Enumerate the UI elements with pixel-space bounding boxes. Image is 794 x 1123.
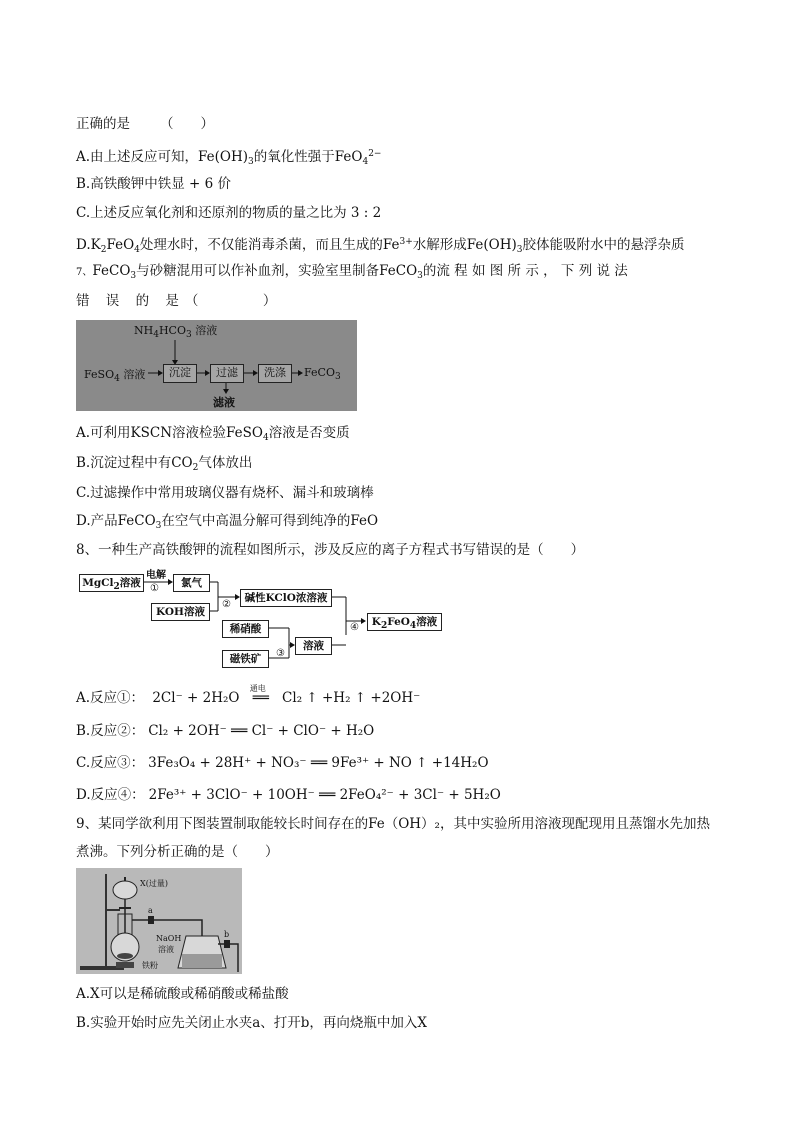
q8-flow-mgcl2: MgCl$_2$溶液 [79,574,144,592]
q6-d-text3: 处理水时，不仅能消毒杀菌，而且生成的Fe [139,237,400,253]
q8-flow-step1: ① [150,583,159,594]
q6-d-text2: FeO [106,237,135,253]
q7-d-text1: D.产品FeCO [76,513,156,529]
q7-flow-nh4hco3: $NH_4HCO_3$ 溶液 [134,324,218,340]
q7-flow-nh4hco3-1: NH [134,324,154,337]
q6-stem-text: 正确的是 [76,116,130,132]
q8-a-eq1: 2Cl⁻ + 2H₂O [152,690,240,706]
q8-d-label: D.反应④： [76,787,145,803]
q8-flow-chlorine: 氯气 [173,574,210,592]
q7-flow-feso4-2: 溶液 [119,368,146,381]
q8-option-d [76,786,501,804]
q9-fig-a-label: a [148,906,153,915]
q7-stem-2: 与砂糖混用可以作补血剂，实验室里制备FeCO [136,263,418,279]
q8-flow-step2: ② [222,599,231,610]
q8-c-eq: 3Fe₃O₄ + 28H⁺ + NO₃⁻ ══ 9Fe³⁺ + NO ↑ +14H₂O [148,755,489,771]
q6-option-a: A.由上述反应可知，$Fe(OH)_3$的氧化性强于FeO$_4^{2-}$ [76,149,382,167]
q9-apparatus-figure [76,868,242,974]
q7-flow-precipitate: 沉淀 [163,364,197,383]
q7-number: 7、 [76,267,93,278]
q8-d-eq: 2Fe³⁺ + 3ClO⁻ + 10OH⁻ ══ 2FeO₄²⁻ + 3Cl⁻ + 5H₂O [148,787,501,803]
q8-flow-step4: ④ [350,622,359,633]
q8-flow-step3: ③ [276,648,285,659]
q9-fig-naoh-label-2: 溶液 [158,945,174,954]
q8-flow-solution: 溶液 [295,637,332,655]
q7-flow-filter: 过滤 [210,364,244,383]
q6-d-text5: 胶体能吸附水中的悬浮杂质 [522,237,685,253]
q7-flow-wash: 洗涤 [258,364,292,383]
q8-flow-mgcl2-2: 溶液 [119,577,141,589]
q8-a-arrow: 通电 ══ [244,689,278,707]
q9-stem-line1: 9、某同学欲利用下图装置制取能较长时间存在的Fe（OH）₂，其中实验所用溶液现配现用且蒸馏水先加热 [76,816,710,832]
q8-flow-figure [76,568,446,672]
q7-flow-feso4-1: FeSO [84,368,115,381]
q7-flow-nh4hco3-3: 溶液 [191,324,218,337]
q8-a-condition: 通电 [249,684,266,693]
q7-flow-feco3-1: FeCO [304,366,335,379]
q8-option-a [76,684,421,707]
q8-flow-product: $K_2FeO_4$溶液 [367,613,442,631]
q7-b-text2: 气体放出 [198,455,253,471]
q6-answer-paren: （ ） [160,116,214,132]
q6-option-b: B.高铁酸钾中铁显 + 6 价 [76,176,231,192]
q7-stem-line2: 错 误 的 是（ ） [76,293,283,309]
q8-stem: 8、一种生产高铁酸钾的流程如图所示，涉及反应的离子方程式书写错误的是（ ） [76,542,585,558]
q9-option-a: A.X可以是稀硫酸或稀硝酸或稀盐酸 [76,986,289,1002]
q9-fig-x-label: X(过量) [140,879,168,888]
q7-flow-nh4hco3-2: HCO [158,324,186,337]
q8-option-c [76,754,489,772]
q6-stem [76,115,214,133]
q7-option-a: A.可利用KSCN溶液检验FeSO$_4$溶液是否变质 [76,425,350,443]
q9-fig-b-label: b [224,930,230,939]
q9-fig-iron-label: 铁粉 [142,961,158,970]
q8-flow-product-1: K [371,616,381,628]
q7-flow-filtrate: 滤液 [213,396,235,409]
q7-d-text2: 在空气中高温分解可得到纯净的FeO [161,513,379,529]
q8-flow-hno3: 稀硝酸 [222,620,269,638]
q9-option-b: B.实验开始时应先关闭止水夹a、打开b，再向烧瓶中加入X [76,1015,428,1031]
q8-flow-koh: KOH溶液 [151,603,210,621]
q7-b-text1: B.沉淀过程中有CO [76,455,193,471]
q7-a-text1: A.可利用KSCN溶液检验FeSO [76,425,263,441]
q7-option-b: B.沉淀过程中有$CO_2$气体放出 [76,455,253,473]
q7-a-text2: 溶液是否变质 [268,425,350,441]
q7-flow-feso4: FeSO$_4$ 溶液 [84,368,146,384]
q6-option-d: $D.K_2FeO_4$处理水时，不仅能消毒杀菌，而且生成的$Fe^{3+}$水解形成$Fe(OH)_3$胶体能吸附水中的悬浮杂质 [76,237,685,255]
q8-b-label: B.反应②： [76,723,145,739]
q8-flow-mgcl2-1: MgCl [82,577,114,589]
q6-a-text2: 的氧化性强于FeO [253,149,363,165]
q8-flow-electrolysis: 电解 [146,570,166,581]
q8-flow-magnetite: 磁铁矿 [222,650,269,668]
q7-option-d: D.产品FeCO$_3$在空气中高温分解可得到纯净的FeO [76,513,379,531]
q6-d-text1: D.K [76,237,101,253]
q8-c-label: C.反应③： [76,755,145,771]
q6-a-text1: A.由上述反应可知，Fe(OH) [76,149,249,165]
q8-a-label: A.反应①： [76,690,145,706]
q9-stem-line2: 煮沸。下列分析正确的是（ ） [76,844,279,860]
q7-stem-1: FeCO [92,263,131,279]
q6-option-c: C.上述反应氧化剂和还原剂的物质的量之比为 3 : 2 [76,205,382,221]
q7-flow-figure [76,320,357,411]
q8-flow-kclo: 碱性KClO浓溶液 [240,589,332,607]
q7-flow-feco3: FeCO$_3$ [304,366,341,382]
q8-flow-product-2: FeO [387,616,410,628]
q8-option-b [76,722,374,740]
q9-fig-naoh-label: NaOH [156,934,182,943]
q8-b-eq: Cl₂ + 2OH⁻ ══ Cl⁻ + ClO⁻ + H₂O [148,723,375,739]
q8-flow-product-3: 溶液 [416,616,438,628]
q8-a-eq2: Cl₂ ↑ +H₂ ↑ +2OH⁻ [282,690,421,706]
q6-d-text4: 水解形成Fe(OH) [412,237,517,253]
q7-option-c: C.过滤操作中常用玻璃仪器有烧杯、漏斗和玻璃棒 [76,485,374,501]
q7-stem: 7、FeCO$_3$与砂糖混用可以作补血剂，实验室里制备FeCO$_3$的流 程 如 图 所 示 ， 下 列 说 法 [76,263,628,281]
q7-stem-3: 的流 程 如 图 所 示 ， 下 列 说 法 [422,263,628,279]
